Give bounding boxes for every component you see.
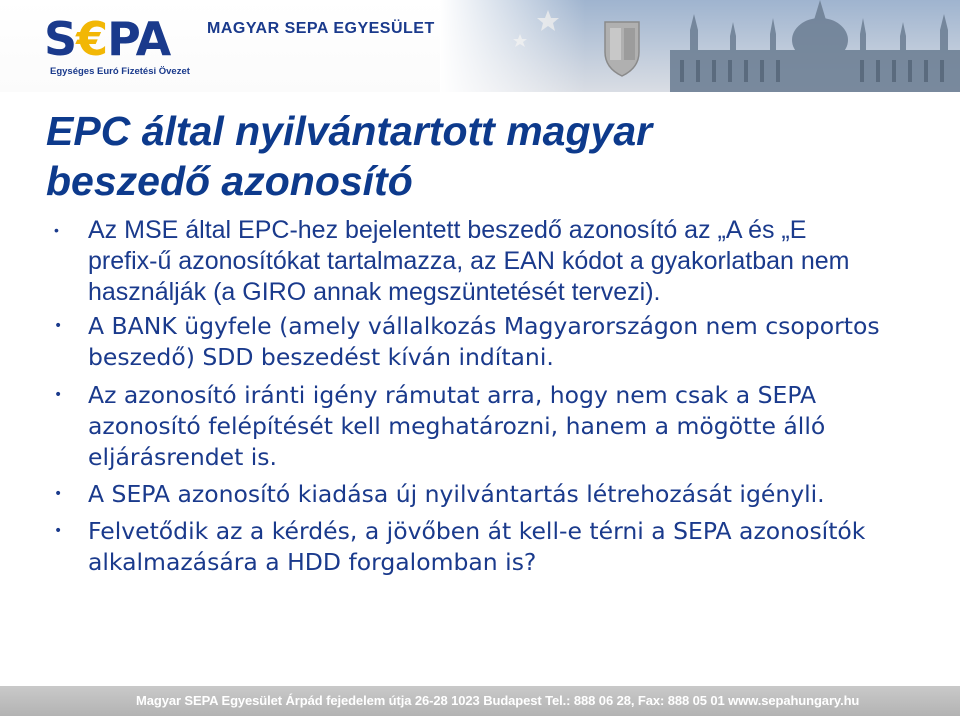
organization-title: MAGYAR SEPA EGYESÜLET [207, 20, 435, 37]
sepa-logo [44, 14, 214, 84]
bullet-text: Felvetődik az a kérdés, a jövőben át kell-e térni a SEPA azonosítók alkalmazására a HDD forgalomban is? [88, 517, 866, 576]
bullet-text: A SEPA azonosító kiadása új nyilvántartás létrehozását igényli. [88, 480, 825, 508]
bullet-text: Az MSE által EPC-hez bejelentett beszedő azonosító az „A és „E prefix-ű azonosítókat tartalmazza, az EAN kódot a gyakorlatban nem használják (a GIRO annak megszüntetését tervezi). [88, 216, 850, 306]
bullet-list [50, 215, 880, 578]
sepa-logo-wordmark: S€PA [44, 12, 171, 66]
list-item [50, 479, 880, 510]
bullet-text: Az azonosító iránti igény rámutat arra, hogy nem csak a SEPA azonosító felépítését kell meghatározni, hanem a mögötte álló eljárásrendet is. [88, 381, 826, 471]
list-item [50, 516, 880, 578]
list-item [50, 311, 880, 373]
slide-title-line2: beszedő azonosító [46, 158, 413, 204]
bullet-text: A BANK ügyfele (amely vállalkozás Magyarországon nem csoportos beszedő) SDD beszedést kíván indítani. [88, 312, 880, 371]
bullet-icon: • [54, 387, 63, 403]
bullet-icon: • [54, 523, 63, 539]
footer-contact-text: Magyar SEPA Egyesület Árpád fejedelem útja 26-28 1023 Budapest Tel.: 888 06 28, Fax: 888 05 01 www.sepahungary.hu [136, 693, 860, 708]
list-item [50, 215, 880, 308]
sepa-logo-subtitle: Egységes Euró Fizetési Övezet [50, 66, 190, 77]
bullet-icon: • [54, 318, 63, 334]
euro-icon: € [76, 12, 108, 66]
slide-title [46, 106, 906, 206]
bullet-icon: • [54, 222, 59, 238]
bullet-icon: • [54, 486, 63, 502]
slide-footer [0, 686, 960, 716]
list-item [50, 380, 880, 473]
parliament-building-image [440, 0, 960, 92]
slide-header [0, 0, 960, 92]
slide-title-line1: EPC által nyilvántartott magyar [46, 108, 653, 154]
